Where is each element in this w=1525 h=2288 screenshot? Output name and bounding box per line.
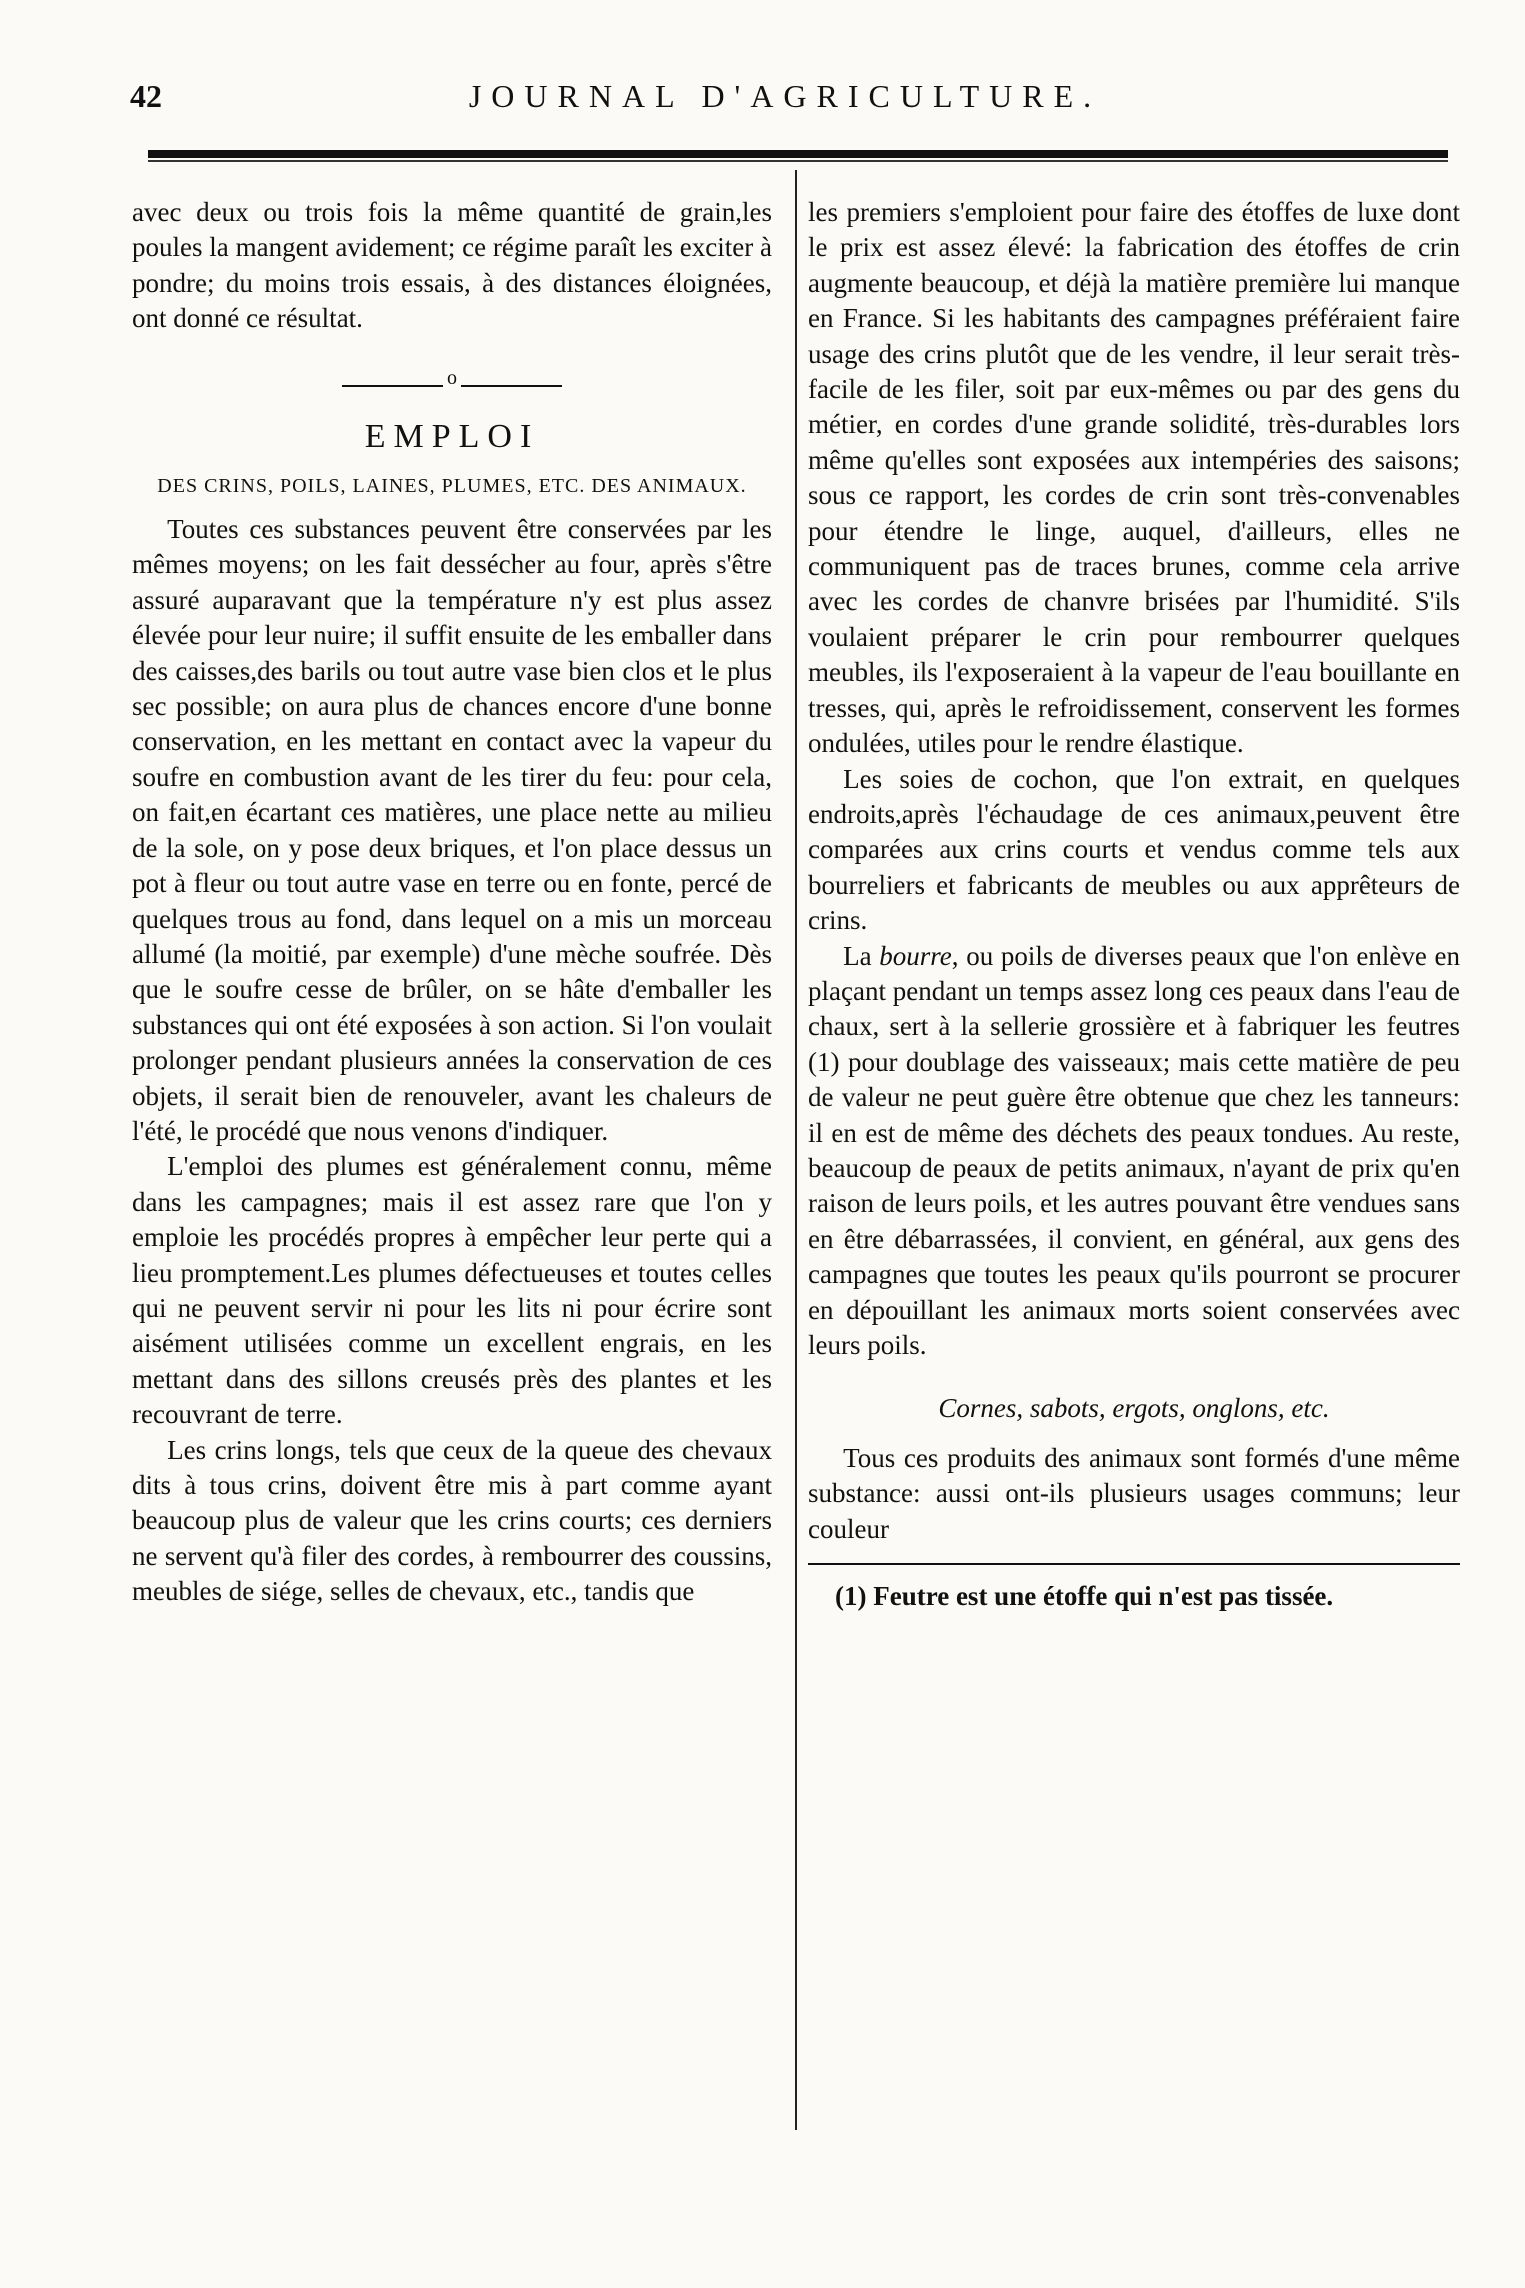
left-column: [132, 195, 772, 1610]
text-run: , ou poils de diverses peaux que l'on enlève en plaçant pendant un temps assez long ces peaux dans l'eau de chaux, sert à la sellerie grossière et à fabriquer les feutres (1) pour doublage des vaisseaux; mais cette matière de peu de valeur ne peut guère être obtenue que chez les tanneurs: il en est de même des déchets des peaux tondues. Au reste, beaucoup de peaux de petits animaux, n'ayant de prix qu'en raison de leurs poils, et les autres pouvant être vendues sans en être débarrassées, il convient, en général, aux gens des campagnes que toutes les peaux qu'ils pourront se procurer en dépouillant les animaux morts soient conservées avec leurs poils.: [808, 940, 1460, 1360]
column-divider: [795, 170, 797, 2130]
subheading: Cornes, sabots, ergots, onglons, etc.: [938, 1393, 1330, 1424]
paragraph-continued: les premiers s'emploient pour faire des étoffes de luxe dont le prix est assez élevé: la fabrication des étoffes de crin augmente beaucoup, et déjà la matière première lui manque en France. Si les habitants des campagnes préféraient faire usage des crins plutôt que de les vendre, il leur serait très-facile de les filer, soit par eux-mêmes ou par des gens du métier, en cordes d'une grande solidité, très-durables lors même qu'elles sont exposées aux intempéries des saisons; sous ce rapport, les cordes de crin sont très-convenables pour étendre le linge, auquel, d'ailleurs, elles ne communiquent pas de traces brunes, comme cela arrive avec les cordes de chanvre brisées par l'humidité. S'ils voulaient préparer le crin pour rembourrer quelques meubles, ils l'exposeraient à la vapeur de l'eau bouillante en tresses, qui, après le refroidissement, conservent les formes ondulées, utiles pour le rendre élastique.: [808, 197, 1460, 759]
footnote: (1) Feutre est une étoffe qui n'est pas tissée.: [835, 1581, 1334, 1612]
header-rule: [148, 150, 1448, 158]
paragraph: Tous ces produits des animaux sont formés d'une même substance: aussi ont-ils plusieurs usages communs; leur couleur: [808, 1442, 1460, 1544]
running-title: JOURNAL D'AGRICULTURE.: [468, 78, 1102, 114]
section-title: EMPLOI: [364, 417, 540, 455]
section-separator: [132, 367, 772, 387]
paragraph: L'emploi des plumes est généralement connu, même dans les campagnes; mais il est assez rare que l'on y emploie les procédés propres à empêcher leur perte qui a lieu promptement.Les plumes défectueuses et toutes celles qui ne peuvent servir ni pour les lits ni pour écrire sont aisément utilisées comme un excellent engrais, en les mettant dans des sillons creusés près des plantes et les recouvrant de terre.: [132, 1151, 772, 1430]
page-number: 42: [130, 78, 162, 114]
paragraph: Toutes ces substances peuvent être conservées par les mêmes moyens; on les fait dessécher au four, après s'être assuré auparavant que la température n'y est plus assez élevée pour leur nuire; il suffit ensuite de les emballer dans des caisses,des barils ou tout autre vase bien clos et le plus sec possible; on aura plus de chances encore d'une bonne conservation, en les mettant en contact avec la vapeur du soufre en combustion avant de les tirer du feu: pour cela, on fait,en écartant ces matières, une place nette au milieu de la sole, on y pose deux briques, et l'on place dessus un pot à fleur ou tout autre vase en terre ou en fonte, percé de quelques trous au fond, dans lequel on a mis un morceau allumé (la moitié, par exemple) d'une mèche soufrée. Dès que le soufre cesse de brûler, on se hâte d'emballer les substances qui ont été exposées à son action. Si l'on voulait prolonger pendant plusieurs années la conservation de ces objets, il serait bien de renouveler, avant les chaleurs de l'été, le procédé que nous venons d'indiquer.: [132, 514, 772, 1146]
footnote-rule: [808, 1563, 1460, 1565]
paragraph: Les soies de cochon, que l'on extrait, en quelques endroits,après l'échaudage de ces animaux,peuvent être comparées aux crins courts et vendus comme tels aux bourreliers et fabricants de meubles ou aux apprêteurs de crins.: [808, 763, 1460, 936]
paragraph: [808, 939, 1460, 1364]
header-rule-thin: [148, 160, 1448, 162]
separator-ornament: o: [443, 361, 461, 396]
italic-term: bourre: [879, 940, 952, 971]
paragraph: Les crins longs, tels que ceux de la queue des chevaux dits à tous crins, doivent être mis à part comme ayant beaucoup plus de valeur que les crins courts; ces derniers ne servent qu'à filer des cordes, à rembourrer des coussins, meubles de siége, selles de chevaux, etc., tandis que: [132, 1434, 772, 1607]
page-header: [120, 78, 1450, 118]
text-run: La: [843, 940, 880, 971]
right-column: [808, 195, 1460, 1613]
intro-paragraph: avec deux ou trois fois la même quantité de grain,les poules la mangent avidement; ce régime paraît les exciter à pondre; du moins trois essais, à des distances éloignées, ont donné ce résultat.: [132, 197, 772, 334]
section-subtitle: DES CRINS, POILS, LAINES, PLUMES, ETC. DES ANIMAUX.: [157, 475, 747, 498]
